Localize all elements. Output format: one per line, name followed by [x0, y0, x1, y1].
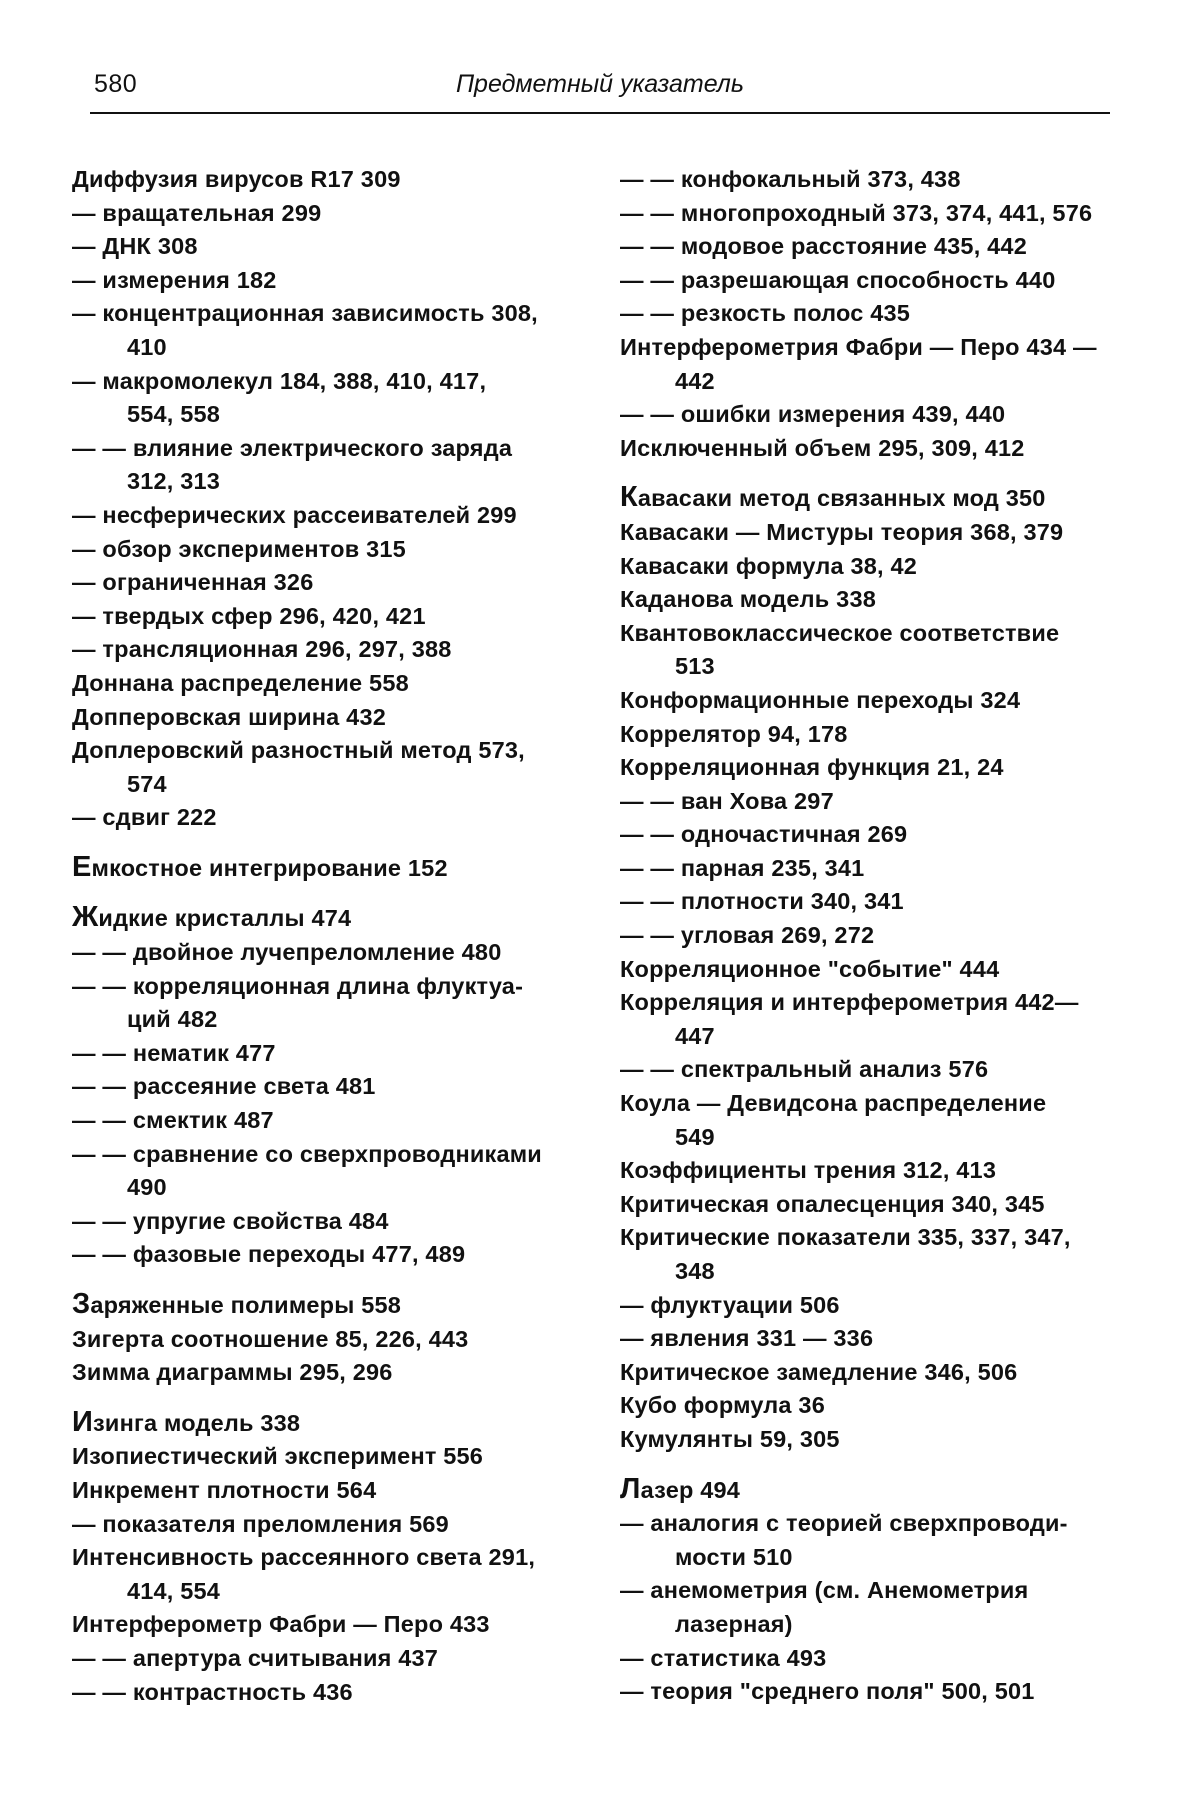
index-entry-text: Квантовоклассическое соответствие: [620, 619, 1060, 646]
index-entry: [620, 297, 1140, 331]
index-entry: [620, 1087, 1140, 1154]
index-entry: [72, 197, 602, 231]
section-initial-letter: Ж: [72, 901, 99, 934]
index-entry-text: — обзор экспериментов 315: [72, 535, 406, 562]
index-entry: [72, 163, 602, 197]
index-entry: [620, 1675, 1140, 1709]
index-entry: [72, 1440, 602, 1474]
header-rule: [90, 112, 1110, 114]
index-entry: [620, 398, 1140, 432]
index-entry-text: Кумулянты 59, 305: [620, 1425, 840, 1452]
index-entry: [620, 1322, 1140, 1356]
index-entry-text: — — влияние электрического заряда: [72, 434, 513, 461]
index-entry-text: Коула — Девидсона распределение: [620, 1090, 1047, 1117]
index-entry-continuation: 442: [675, 367, 715, 394]
index-entry: [620, 331, 1140, 398]
index-entry: [72, 230, 602, 264]
index-entry-text: Кавасаки — Мистуры теория 368, 379: [620, 518, 1064, 545]
index-entry-text: — — фазовые переходы 477, 489: [72, 1241, 466, 1268]
page-header: [90, 58, 1110, 118]
index-entry-continuation: 414, 554: [127, 1577, 221, 1604]
index-entry-text: Изопиестический эксперимент 556: [72, 1443, 484, 1470]
index-entry: [72, 1070, 602, 1104]
index-entry-text: Интенсивность рассеянного света 291,: [72, 1544, 536, 1571]
index-entry: [620, 1356, 1140, 1390]
index-entry-text: Критические показатели 335, 337, 347,: [620, 1224, 1071, 1251]
index-entry: [620, 718, 1140, 752]
index-entry: [72, 1238, 602, 1272]
index-entry-text: — — смектик 487: [72, 1107, 274, 1134]
index-entry: [72, 365, 602, 432]
index-entry: [72, 1474, 602, 1508]
index-entry: [72, 734, 602, 801]
index-entry: [620, 432, 1140, 466]
index-entry: [72, 701, 602, 735]
index-entry-text: — сдвиг 222: [72, 804, 217, 831]
section-initial-letter: Е: [72, 850, 92, 883]
index-entry-continuation: 312, 313: [127, 468, 221, 495]
index-entry-text: — концентрационная зависимость 308,: [72, 300, 538, 327]
index-entry: [620, 1221, 1140, 1288]
index-entry: [620, 516, 1140, 550]
index-entry-continuation: 574: [127, 770, 167, 797]
index-entry-text: Зигерта соотношение 85, 226, 443: [72, 1325, 469, 1352]
index-entry-text: Кубо формула 36: [620, 1392, 825, 1419]
index-entry-text: [72, 901, 352, 934]
index-entry-continuation: 490: [127, 1174, 167, 1201]
index-entry: [620, 919, 1140, 953]
index-entry-text: — — ван Хова 297: [620, 787, 834, 814]
index-entry: [72, 1406, 602, 1441]
index-entry: [72, 970, 602, 1037]
section-initial-letter: И: [72, 1405, 94, 1438]
index-entry-text: — — корреляционная длина флуктуа-: [72, 972, 524, 999]
index-entry: [72, 1356, 602, 1390]
index-entry: [72, 1205, 602, 1239]
index-entry-text: — — модовое расстояние 435, 442: [620, 233, 1027, 260]
index-entry-text: Инкремент плотности 564: [72, 1476, 377, 1503]
index-entry-text: — флуктуации 506: [620, 1291, 840, 1318]
index-entry-text: — — контрастность 436: [72, 1678, 353, 1705]
index-entry-text: — — резкость полос 435: [620, 300, 911, 327]
index-entry: [620, 481, 1140, 516]
index-entry-continuation: 554, 558: [127, 401, 221, 428]
index-entry-text: Интерферометрия Фабри — Перо 434 —: [620, 333, 1097, 360]
index-entry-continuation: 348: [675, 1258, 715, 1284]
index-entry: [620, 953, 1140, 987]
index-entry-text: Критическое замедление 346, 506: [620, 1358, 1018, 1385]
index-column-left: [72, 163, 602, 1709]
index-entry-text: — аналогия с теорией сверхпроводи-: [620, 1510, 1068, 1537]
index-entry-text: — — плотности 340, 341: [620, 888, 904, 915]
index-entry-text: Конформационные переходы 324: [620, 686, 1021, 713]
index-entry-text: Интерферометр Фабри — Перо 433: [72, 1611, 490, 1638]
index-entry-text: [72, 850, 448, 883]
index-entry: [620, 785, 1140, 819]
index-entry-text: Допперовская ширина 432: [72, 703, 386, 730]
index-entry: [72, 633, 602, 667]
index-entry-text: — — угловая 269, 272: [620, 922, 875, 949]
index-entry-text: — анемометрия (см. Анемометрия: [620, 1577, 1029, 1604]
index-entry-text: — — ошибки измерения 439, 440: [620, 401, 1006, 428]
index-entry: [620, 684, 1140, 718]
index-entry-text: — — одночастичная 269: [620, 821, 908, 848]
index-entry: [620, 1389, 1140, 1423]
index-entry-text: Кавасаки формула 38, 42: [620, 552, 918, 579]
index-entry: [620, 264, 1140, 298]
index-entry: [72, 1676, 602, 1710]
index-entry: [72, 1608, 602, 1642]
index-entry: [620, 1473, 1140, 1508]
index-entry-text: — трансляционная 296, 297, 388: [72, 636, 452, 663]
index-entry-rest: мкостное интегрирование 152: [91, 854, 448, 881]
index-entry: [620, 1154, 1140, 1188]
index-entry-continuation: 447: [675, 1022, 715, 1049]
index-entry: [620, 1423, 1140, 1457]
index-entry-text: Корреляция и интерферометрия 442—: [620, 989, 1079, 1016]
index-entry-text: Доплеровский разностный метод 573,: [72, 737, 525, 764]
index-entry-rest: аряженные полимеры 558: [90, 1292, 402, 1318]
index-entry: [72, 1138, 602, 1205]
index-entry: [620, 550, 1140, 584]
index-entry-text: Корреляционная функция 21, 24: [620, 754, 1004, 781]
index-entry-text: Коэффициенты трения 312, 413: [620, 1157, 997, 1184]
index-entry: [72, 1037, 602, 1071]
index-entry-text: — — рассеяние света 481: [72, 1073, 376, 1100]
index-entry: [72, 936, 602, 970]
index-entry-rest: азер 494: [640, 1476, 741, 1503]
index-entry: [620, 1507, 1140, 1574]
index-entry: [72, 1508, 602, 1542]
index-entry: [72, 1104, 602, 1138]
index-entry: [72, 851, 602, 886]
index-entry: [620, 1188, 1140, 1222]
index-entry-continuation: 410: [127, 333, 167, 360]
index-entry: [620, 818, 1140, 852]
index-entry: [72, 432, 602, 499]
index-entry-text: — твердых сфер 296, 420, 421: [72, 602, 426, 629]
index-entry-text: — явления 331 — 336: [620, 1325, 874, 1352]
index-entry: [620, 1574, 1140, 1641]
index-entry-text: Коррелятор 94, 178: [620, 720, 848, 747]
index-entry: [72, 499, 602, 533]
index-entry-text: [72, 1288, 402, 1320]
index-entry-text: — — многопроходный 373, 374, 441, 576: [620, 199, 1093, 226]
index-entry: [72, 1288, 602, 1323]
index-entry-text: Исключенный объем 295, 309, 412: [620, 434, 1025, 461]
index-entry-rest: зинга модель 338: [93, 1409, 301, 1436]
index-entry: [620, 852, 1140, 886]
index-entry-text: — измерения 182: [72, 266, 277, 293]
index-entry-text: — теория "среднего поля" 500, 501: [620, 1678, 1035, 1705]
index-entry-continuation: 513: [675, 653, 715, 680]
index-entry-text: — — апертура считывания 437: [72, 1644, 439, 1671]
index-entry-text: — несферических рассеивателей 299: [72, 501, 517, 528]
index-entry-text: — — двойное лучепреломление 480: [72, 939, 502, 966]
page-number: 580: [94, 70, 138, 98]
index-entry: [72, 297, 602, 364]
index-entry-text: — — парная 235, 341: [620, 854, 865, 881]
index-entry-continuation: 549: [675, 1123, 715, 1150]
index-entry: [620, 163, 1140, 197]
index-entry-text: — — сравнение со сверхпроводниками: [72, 1140, 542, 1167]
running-title: Предметный указатель: [455, 70, 745, 98]
index-entry: [72, 1323, 602, 1357]
index-entry: [72, 667, 602, 701]
index-entry: [72, 1541, 602, 1608]
index-entry-rest: идкие кристаллы 474: [98, 905, 352, 932]
index-entry: [72, 901, 602, 936]
index-column-right: [620, 163, 1140, 1709]
index-entry-text: — — конфокальный 373, 438: [620, 166, 961, 192]
index-entry-text: Зимма диаграммы 295, 296: [72, 1359, 393, 1386]
index-entry-text: — — упругие свойства 484: [72, 1207, 389, 1234]
index-entry-text: — ограниченная 326: [72, 569, 314, 596]
section-initial-letter: Л: [620, 1472, 641, 1505]
index-entry-text: [72, 1405, 301, 1438]
index-entry-text: Доннана распределение 558: [72, 669, 409, 696]
index-entry: [620, 1053, 1140, 1087]
index-entry: [620, 617, 1140, 684]
index-entry-text: Каданова модель 338: [620, 586, 876, 613]
index-entry-text: — — спектральный анализ 576: [620, 1056, 989, 1083]
index-entry: [72, 600, 602, 634]
index-entry-continuation: мости 510: [675, 1543, 793, 1570]
index-entry-text: — показателя преломления 569: [72, 1510, 449, 1537]
index-entry-text: — макромолекул 184, 388, 410, 417,: [72, 367, 487, 394]
section-initial-letter: К: [620, 481, 638, 514]
index-entry: [620, 230, 1140, 264]
index-entry-text: — — нематик 477: [72, 1039, 276, 1066]
index-entry: [620, 986, 1140, 1053]
index-entry: [72, 1642, 602, 1676]
index-entry-text: — статистика 493: [620, 1644, 827, 1671]
index-entry-text: [620, 481, 1046, 514]
index-entry-text: Корреляционное "событие" 444: [620, 955, 1000, 982]
index-entry: [72, 801, 602, 835]
index-entry: [620, 885, 1140, 919]
index-entry-text: — — разрешающая способность 440: [620, 266, 1056, 293]
index-entry: [620, 197, 1140, 231]
section-initial-letter: З: [72, 1288, 91, 1320]
index-entry: [72, 566, 602, 600]
index-entry-continuation: ций 482: [127, 1006, 218, 1033]
index-entry: [620, 751, 1140, 785]
index-entry: [72, 264, 602, 298]
index-entry-continuation: лазерная): [675, 1610, 793, 1637]
index-entry-rest: авасаки метод связанных мод 350: [637, 485, 1046, 512]
index-entry-text: — вращательная 299: [72, 199, 322, 226]
index-entry: [620, 1642, 1140, 1676]
index-entry: [620, 1289, 1140, 1323]
index-entry-text: [620, 1472, 741, 1505]
index-entry-text: — ДНК 308: [72, 233, 198, 260]
index-entry-text: Критическая опалесценция 340, 345: [620, 1190, 1045, 1217]
index-entry: [72, 533, 602, 567]
index-entry-text: Диффузия вирусов R17 309: [72, 166, 401, 192]
index-entry: [620, 583, 1140, 617]
